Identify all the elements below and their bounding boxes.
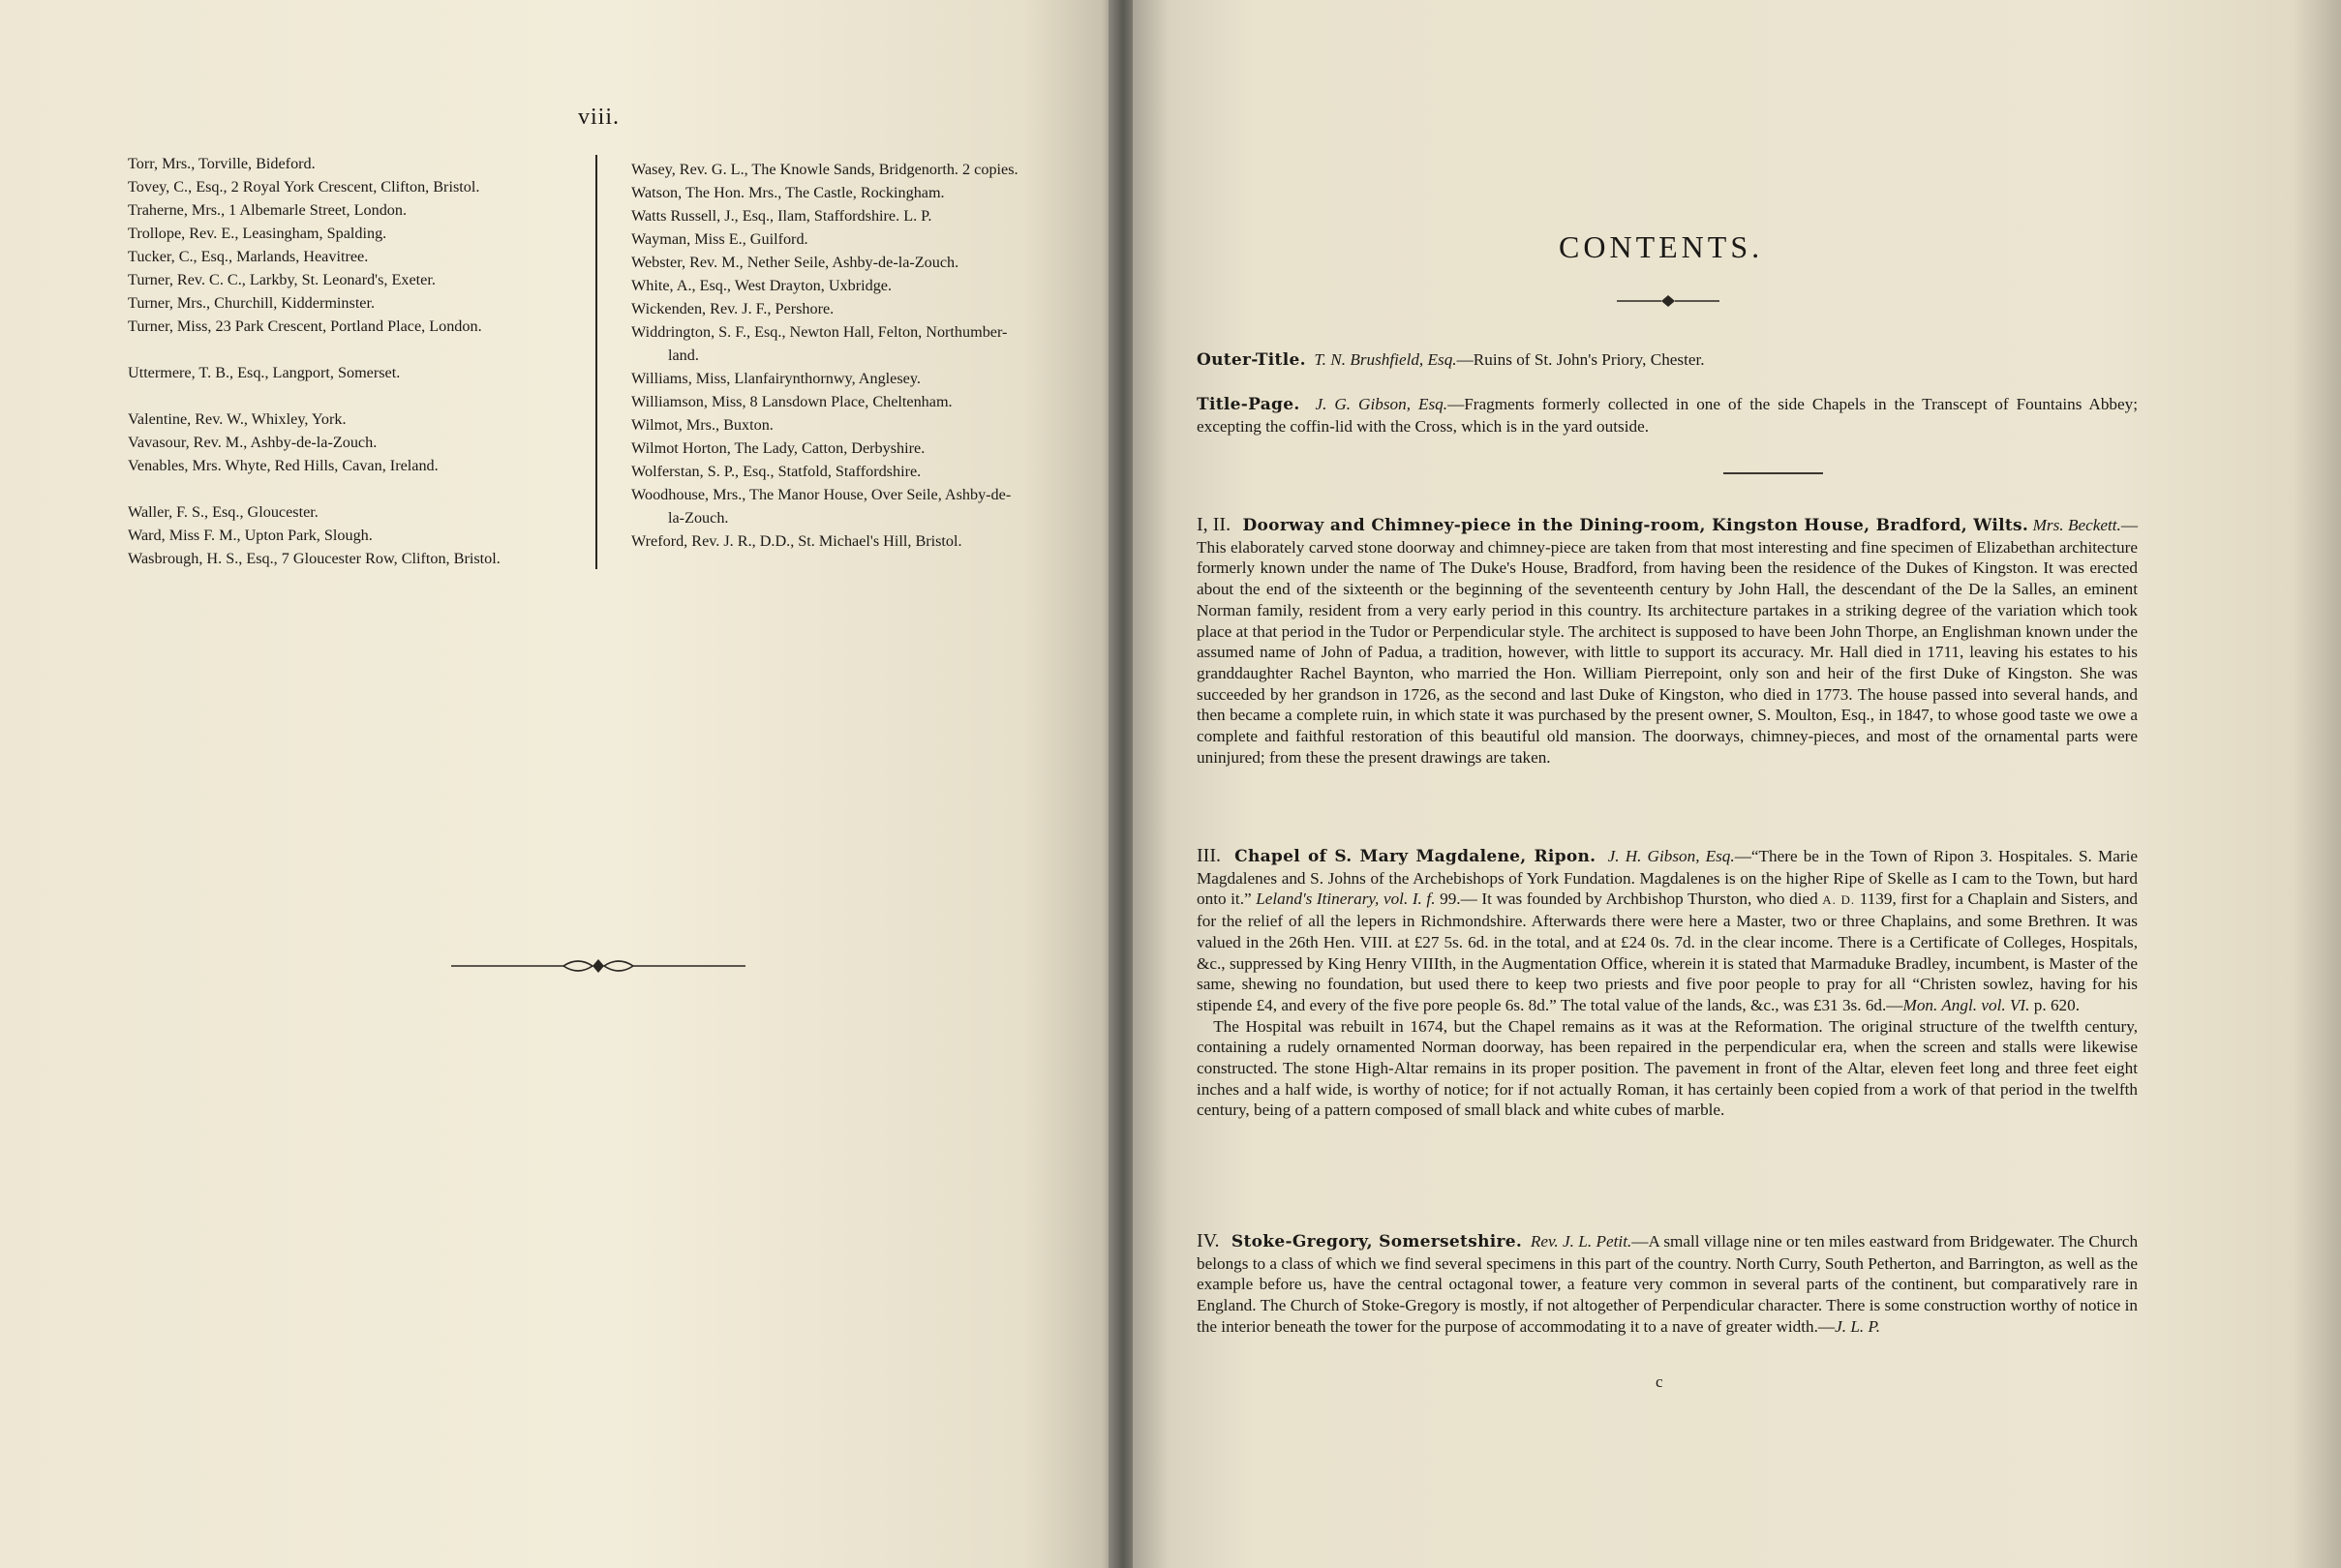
subscriber-entry: Tucker, C., Esq., Marlands, Heavitree.: [128, 248, 369, 265]
entry-author: J. H. Gibson, Esq.: [1607, 847, 1735, 865]
signature-mark: c: [1656, 1372, 1663, 1391]
subscriber-entry: White, A., Esq., West Drayton, Uxbridge.: [631, 277, 893, 294]
subscriber-entry: Wilmot, Mrs., Buxton.: [631, 416, 774, 434]
subscriber-entry: Torr, Mrs., Torville, Bideford.: [128, 155, 316, 172]
subscriber-entry: Webster, Rev. M., Nether Seile, Ashby-de-la-Zouch.: [631, 254, 959, 271]
subscriber-entry: Turner, Mrs., Churchill, Kidderminster.: [128, 294, 376, 312]
subscriber-entry: Williams, Miss, Llanfairynthornwy, Anglesey.: [631, 370, 921, 387]
entry-author: Mrs. Beckett.: [2032, 516, 2121, 534]
entry-text: The Hospital was rebuilt in 1674, but the Chapel remains as it was at the Reformation. The original structure of the twelfth century, containing a rudely ornamented Norman doorway, has been repaired in the perpendicular era, when the screen and stalls were likewise constructed. The stone High-Altar remains in its proper position. The pavement in front of the Altar, eleven feet long and three feet eight inches and a half wide, is worthy of notice; for if not actually Roman, it has certainly been copied from a work of that period in the twelfth century, being of a pattern composed of small black and white cubes of marble.: [1197, 1016, 2138, 1120]
subscriber-entry: Widdrington, S. F., Esq., Newton Hall, Felton, Northumber-: [631, 323, 1008, 341]
entry-initials: J. L. P.: [1835, 1316, 1881, 1336]
subscriber-entry: Tovey, C., Esq., 2 Royal York Crescent, Clifton, Bristol.: [128, 178, 480, 196]
contents-title: CONTENTS.: [1559, 229, 1764, 264]
subscriber-entry: Watts Russell, J., Esq., Ilam, Staffordshire. L. P.: [631, 207, 932, 225]
subscriber-entry: Wasbrough, H. S., Esq., 7 Gloucester Row, Clifton, Bristol.: [128, 550, 501, 567]
entry-heading: Stoke-Gregory, Somersetshire.: [1231, 1232, 1523, 1251]
entry-outer-title: [1197, 349, 2138, 372]
subscriber-entry: Wasey, Rev. G. L., The Knowle Sands, Bridgenorth. 2 copies.: [631, 161, 1018, 178]
subscriber-entry: Watson, The Hon. Mrs., The Castle, Rockingham.: [631, 184, 945, 201]
entry-plates-1-2: [1197, 515, 2138, 768]
plate-numerals: I, II.: [1197, 514, 1231, 535]
entry-heading: Outer-Title.: [1197, 350, 1306, 370]
subscriber-entry: la-Zouch.: [668, 509, 729, 527]
entry-reference: Mon. Angl. vol. VI.: [1902, 995, 2030, 1014]
subscriber-entry: Wilmot Horton, The Lady, Catton, Derbyshire.: [631, 439, 926, 457]
entry-text: p. 620.: [2033, 995, 2081, 1014]
entry-text: 99.— It was founded by Archbishop Thurston, who died: [1440, 890, 1818, 909]
entry-plate-4: [1197, 1231, 2138, 1338]
section-rule: [1723, 472, 1823, 474]
entry-author: J. G. Gibson, Esq.: [1315, 395, 1448, 413]
subscriber-entry: Wolferstan, S. P., Esq., Statfold, Staffordshire.: [631, 463, 922, 480]
entry-heading: Chapel of S. Mary Magdalene, Ripon.: [1234, 847, 1596, 866]
subscriber-entry: Wreford, Rev. J. R., D.D., St. Michael's Hill, Bristol.: [631, 532, 962, 550]
entry-author: T. N. Brushfield, Esq.: [1314, 350, 1457, 369]
subscriber-entry: Turner, Miss, 23 Park Crescent, Portland Place, London.: [128, 317, 482, 335]
subscriber-entry: Vavasour, Rev. M., Ashby-de-la-Zouch.: [128, 434, 378, 451]
entry-era: A. D.: [1822, 892, 1856, 908]
entry-text: —“There be in the Town of Ripon 3. Hospitales. S. Marie Magdalenes and S. Johns of the Archebishops of York Fundation. Magdalenes is on the higher Ripe of Skelle as I cam to the Town, but hard onto it.”: [1197, 847, 2138, 909]
subscriber-entry: Williamson, Miss, 8 Lansdown Place, Cheltenham.: [631, 393, 953, 410]
subscriber-entry: Uttermere, T. B., Esq., Langport, Somerset.: [128, 364, 401, 381]
subscriber-entry: Venables, Mrs. Whyte, Red Hills, Cavan, Ireland.: [128, 457, 439, 474]
subscriber-entry: Waller, F. S., Esq., Gloucester.: [128, 503, 319, 521]
subscriber-entry: Wayman, Miss E., Guilford.: [631, 230, 808, 248]
plate-numerals: IV.: [1197, 1230, 1220, 1251]
plate-numerals: III.: [1197, 845, 1221, 866]
subscriber-entry: Ward, Miss F. M., Upton Park, Slough.: [128, 527, 373, 544]
entry-title-page: [1197, 394, 2138, 437]
subscriber-entry: Valentine, Rev. W., Whixley, York.: [128, 410, 347, 428]
subscriber-entry: Turner, Rev. C. C., Larkby, St. Leonard's, Exeter.: [128, 271, 436, 288]
subscriber-entry: Traherne, Mrs., 1 Albemarle Street, London.: [128, 201, 408, 219]
page-number: viii.: [578, 105, 621, 130]
entry-text: —A small village nine or ten miles eastward from Bridgewater. The Church belongs to a class of which we find several specimens in this part of the country. North Curry, South Petherton, and Barrington, as well as the example before us, have the central octagonal tower, a feature very common in several parts of the continent, but comparatively rare in England. The Church of Stoke-Gregory is mostly, if not altogether of Perpendicular character. There is some construction worthy of notice in the interior beneath the tower for the purpose of accommodating it to a nave of greater width.—: [1197, 1232, 2139, 1336]
entry-text: 1139, first for a Chaplain and Sisters, and for the relief of all the lepers in Richmondshire. Afterwards there were here a Master, two or three Chaplains, and some Brethren. It was valued in the 26th Hen. VIII. at £27 5s. 6d. in the total, and at £24 0s. 7d. in the clear income. There is a Certificate of Colleges, Hospitals, &c., suppressed by King Henry VIIIth, in the Augmentation Office, wherein it is stated that Marmaduke Bradley, incumbent, is Master of the same, shewing no foundation, but used there to keep two priests and five poor people to pray for all “Christen sowlez, having for his stipende £4, and every of the five pore people 6s. 8d.” The total value of the lands, &c., was £31 3s. 6d.—: [1197, 890, 2139, 1014]
entry-plate-3: [1197, 846, 2138, 1121]
entry-reference: Leland's Itinerary, vol. I. f.: [1256, 890, 1436, 909]
title-ornament: [1615, 290, 1721, 312]
subscriber-entry: land.: [668, 347, 699, 364]
entry-text: —Fragments formerly collected in one of the side Chapels in the Transcept of Fountains Abbey; excepting the coffin-lid with the Cross, which is in the yard outside.: [1197, 395, 2138, 436]
subscriber-entry: Woodhouse, Mrs., The Manor House, Over Seile, Ashby-de-: [631, 486, 1012, 503]
entry-text: —Ruins of St. John's Priory, Chester.: [1456, 350, 1705, 369]
entry-author: Rev. J. L. Petit.: [1530, 1232, 1632, 1251]
subscriber-entry: Trollope, Rev. E., Leasingham, Spalding.: [128, 225, 387, 242]
subscriber-entry: Wickenden, Rev. J. F., Pershore.: [631, 300, 835, 317]
entry-text: —This elaborately carved stone doorway and chimney-piece are taken from that most interesting and fine specimen of Elizabethan architecture formerly known under the name of The Duke's House, Bradford, from having been the residence of the Dukes of Kingston. It was erected about the end of the sixteenth or the beginning of the seventeenth century by John Hall, the descendant of the De la Salles, an eminent Norman family, resident from a very early period in this country. Its architecture partakes in a striking degree of the variation which took place at that period in the Tudor or Perpendicular style. The architect is supposed to have been John Thorpe, an Englishman known under the assumed name of John of Padua, a tradition, however, with little to support its accuracy. Mr. Hall died in 1711, leaving his estates to his granddaughter Rachel Baynton, who married the Hon. William Pierrepoint, only son and heir of the first Duke of Kingston. She was succeeded by her grandson in 1726, as the second and last Duke of Kingston, who died in 1773. The house passed into several hands, and then became a complete ruin, in which state it was purchased by the present owner, S. Moulton, Esq., in 1847, to whose good taste we owe a complete and faithful restoration of this beautiful old mansion. The doorways, chimney-pieces, and most of the ornamental parts were uninjured; from these the present drawings are taken.: [1197, 516, 2139, 767]
entry-heading: Doorway and Chimney-piece in the Dining-room, Kingston House, Bradford, Wilts.: [1242, 516, 2029, 535]
entry-heading: Title-Page.: [1197, 395, 1300, 414]
